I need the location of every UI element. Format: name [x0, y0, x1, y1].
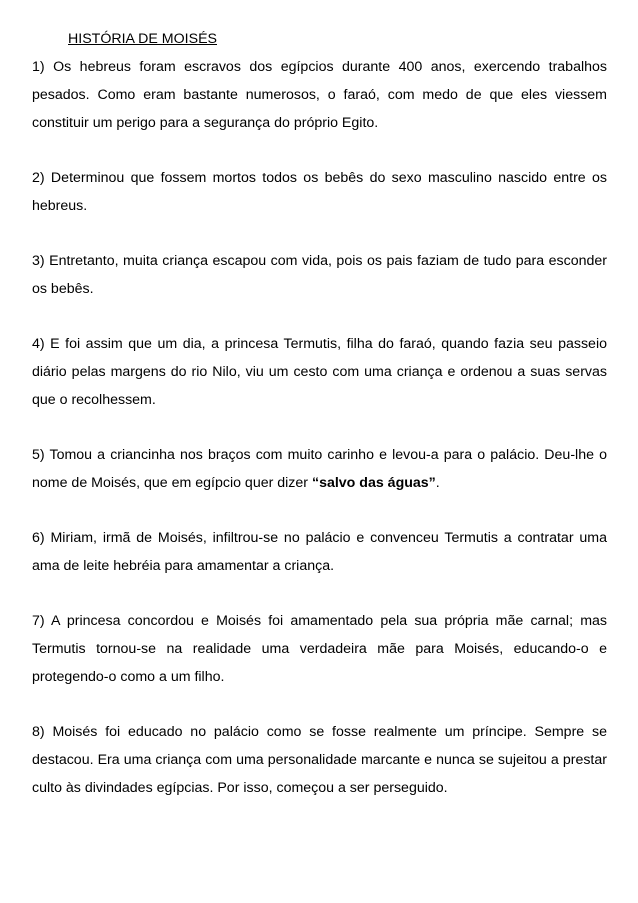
paragraph-1: 1) Os hebreus foram escravos dos egípcios durante 400 anos, exercendo trabalhos pesados. Como eram bastante numerosos, o faraó, com medo de que eles viessem constituir um perigo para a segurança do próprio Egito.	[32, 59, 607, 131]
paragraph-2: 2) Determinou que fossem mortos todos os bebês do sexo masculino nascido entre os hebreus.	[32, 170, 607, 214]
paragraph-5	[32, 441, 607, 497]
paragraph-3: 3) Entretanto, muita criança escapou com vida, pois os pais faziam de tudo para esconder os bebês.	[32, 253, 607, 297]
paragraph-5-text: 5) Tomou a criancinha nos braços com muito carinho e levou-a para o palácio. Deu-lhe o nome de Moisés, que em egípcio quer dizer	[32, 447, 607, 491]
paragraph-5-bold-phrase: “salvo das águas”	[311, 475, 436, 491]
paragraph-7: 7) A princesa concordou e Moisés foi amamentado pela sua própria mãe carnal; mas Termutis tornou-se na realidade uma verdadeira mãe para Moisés, educando-o e protegendo-o como a um filho.	[32, 613, 607, 685]
paragraph-6: 6) Miriam, irmã de Moisés, infiltrou-se no palácio e convenceu Termutis a contratar uma ama de leite hebréia para amamentar a criança.	[32, 530, 607, 574]
document-title: HISTÓRIA DE MOISÉS	[68, 31, 217, 47]
paragraph-4: 4) E foi assim que um dia, a princesa Termutis, filha do faraó, quando fazia seu passeio diário pelas margens do rio Nilo, viu um cesto com uma criança e ordenou a suas servas que o recolhessem.	[32, 336, 607, 408]
paragraph-5-period: .	[435, 475, 440, 491]
paragraph-8: 8) Moisés foi educado no palácio como se fosse realmente um príncipe. Sempre se destacou. Era uma criança com uma personalidade marcante e nunca se sujeitou a prestar culto às divindades egípcias. Por isso, começou a ser perseguido.	[32, 724, 607, 796]
